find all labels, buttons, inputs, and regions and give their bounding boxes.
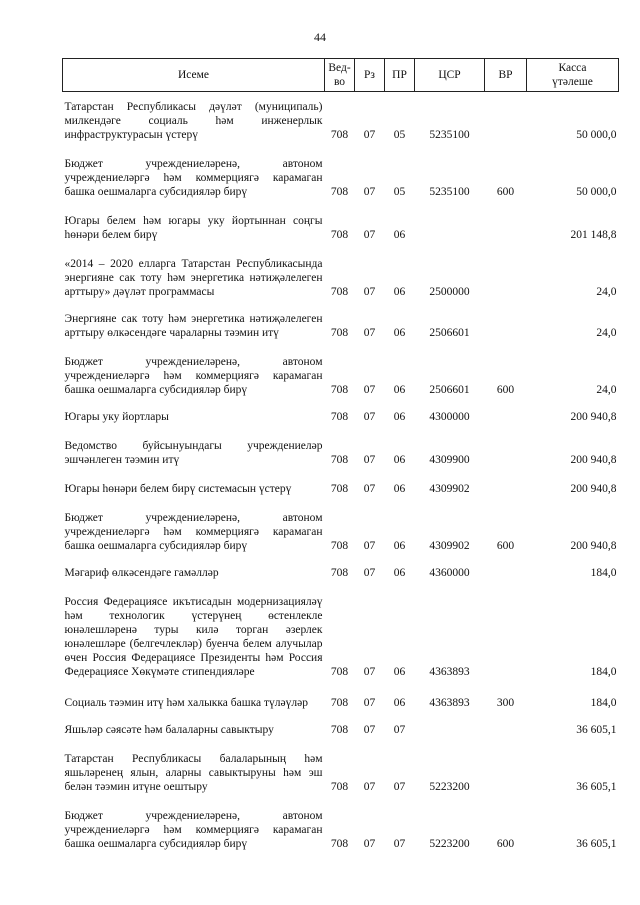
row-ved: 708: [330, 724, 349, 736]
row-ved: 708: [330, 540, 349, 552]
row-name: Бюджет учреждениеләренә, автоном учреждениеләргә һәм коммерциягә карамаган башка оешмаларга субсидияләр бирү: [64, 158, 323, 198]
row-pr: 06: [393, 384, 406, 396]
table-row: [63, 742, 619, 799]
row-csr: [415, 204, 485, 247]
table-row: [63, 429, 619, 472]
table-row: [63, 472, 619, 501]
row-name: Энергияне сак тоту һәм энергетика нәтиҗәлелеген арттыру өлкәсендәге чараларны тәэмин итү: [64, 313, 323, 339]
row-sum: 201 148,8: [570, 229, 617, 241]
row-csr: 5235100: [429, 186, 470, 198]
row-pr: 06: [393, 411, 406, 423]
row-name: Яшьләр сәясәте һәм балаларны савыктыру: [64, 724, 274, 736]
row-pr: 06: [393, 327, 406, 339]
row-rz: 07: [363, 384, 376, 396]
row-ved: 708: [330, 229, 349, 241]
row-rz: 07: [363, 327, 376, 339]
row-sum: 50 000,0: [576, 129, 617, 141]
row-rz: 07: [363, 129, 376, 141]
row-vr: [485, 304, 527, 345]
row-ved: 708: [330, 838, 349, 850]
row-csr: 5223200: [429, 781, 470, 793]
row-csr: 4300000: [429, 411, 470, 423]
row-sum: 200 940,8: [570, 454, 617, 466]
row-rz: 07: [363, 567, 376, 579]
row-name: Бюджет учреждениеләренә, автоном учреждениеләргә һәм коммерциягә карамаган башка оешмаларга субсидияләр бирү: [64, 512, 323, 552]
row-csr: 4363893: [429, 666, 470, 678]
table-body: [63, 92, 619, 857]
row-name: Татарстан Республикасы балаларының һәм яшьләренең ялын, аларны савыктыруны һәм эш белән тәэмин итүне оештыру: [64, 753, 323, 793]
row-rz: 07: [363, 540, 376, 552]
row-name: Мәгариф өлкәсендәге гамәлләр: [64, 567, 219, 579]
row-vr: [485, 204, 527, 247]
row-pr: 06: [393, 286, 406, 298]
row-rz: 07: [363, 697, 376, 709]
row-vr: 600: [496, 540, 515, 552]
row-rz: 07: [363, 483, 376, 495]
row-ved: 708: [330, 411, 349, 423]
row-rz: 07: [363, 666, 376, 678]
page-number: 44: [314, 30, 326, 44]
row-ved: 708: [330, 666, 349, 678]
row-csr: 2506601: [429, 384, 470, 396]
row-csr: 2506601: [429, 327, 470, 339]
row-name: Социаль тәэмин итү һәм халыкка башка түләүләр: [64, 697, 308, 709]
row-ved: 708: [330, 483, 349, 495]
table-header: [63, 59, 619, 92]
row-vr: 600: [496, 384, 515, 396]
row-name: Россия Федерациясе икътисадын модернизацияләү һәм технологик үстерүнең өстенлекле юнәлешләренә туры килә торган әзерлек юнәлешләре (белгечлекләр) буенча белем алучылар өчен Россия Федерациясе Президенты һәм Россия Федерациясе Хөкүмәте стипендияләре: [64, 596, 323, 678]
row-sum: 200 940,8: [570, 411, 617, 423]
row-pr: 06: [393, 666, 406, 678]
header-csr: ЦСР: [415, 59, 485, 92]
table-row: [63, 92, 619, 148]
table-row: [63, 585, 619, 684]
header-kassa: Касса үтәлеше: [527, 59, 619, 92]
row-name: Татарстан Республикасы дәүләт (муниципаль) милкендәге социаль һәм инженерлык инфраструктурасын үстерү: [64, 101, 323, 141]
row-sum: 24,0: [596, 327, 617, 339]
row-ved: 708: [330, 454, 349, 466]
table-row: [63, 204, 619, 247]
table-row: [63, 684, 619, 715]
row-sum: 184,0: [590, 567, 617, 579]
row-sum: 24,0: [596, 286, 617, 298]
row-pr: 07: [393, 724, 406, 736]
row-csr: 4309902: [429, 483, 470, 495]
row-rz: 07: [363, 286, 376, 298]
row-ved: 708: [330, 129, 349, 141]
table-row: [63, 558, 619, 585]
table-row: [63, 501, 619, 558]
row-sum: 24,0: [596, 384, 617, 396]
row-rz: 07: [363, 724, 376, 736]
row-ved: 708: [330, 697, 349, 709]
row-name: Югары һөнәри белем бирү системасын үстерү: [64, 483, 292, 495]
row-sum: 50 000,0: [576, 186, 617, 198]
row-rz: 07: [363, 186, 376, 198]
row-sum: 184,0: [590, 666, 617, 678]
table-row: [63, 147, 619, 204]
row-ved: 708: [330, 567, 349, 579]
row-vr: [485, 715, 527, 742]
table-row: [63, 247, 619, 304]
row-ved: 708: [330, 781, 349, 793]
row-rz: 07: [363, 454, 376, 466]
row-vr: [485, 429, 527, 472]
row-vr: [485, 742, 527, 799]
header-pr: ПР: [385, 59, 415, 92]
row-csr: 4360000: [429, 567, 470, 579]
row-sum: 184,0: [590, 697, 617, 709]
row-csr: 2500000: [429, 286, 470, 298]
row-rz: 07: [363, 838, 376, 850]
row-rz: 07: [363, 781, 376, 793]
row-csr: [415, 715, 485, 742]
header-name: Исеме: [63, 59, 325, 92]
row-csr: 4309902: [429, 540, 470, 552]
row-name: Бюджет учреждениеләренә, автоном учреждениеләргә һәм коммерциягә карамаган башка оешмаларга субсидияләр бирү: [64, 810, 323, 850]
row-pr: 07: [393, 781, 406, 793]
row-pr: 06: [393, 454, 406, 466]
row-ved: 708: [330, 186, 349, 198]
row-rz: 07: [363, 229, 376, 241]
row-sum: 200 940,8: [570, 483, 617, 495]
row-pr: 05: [393, 129, 406, 141]
row-name: Бюджет учреждениеләренә, автоном учреждениеләргә һәм коммерциягә карамаган башка оешмаларга субсидияләр бирү: [64, 356, 323, 396]
row-sum: 200 940,8: [570, 540, 617, 552]
row-vr: [485, 92, 527, 148]
row-pr: 06: [393, 229, 406, 241]
row-csr: 4363893: [429, 697, 470, 709]
row-vr: [485, 402, 527, 429]
row-name: Югары белем һәм югары уку йортыннан соңгы һөнәри белем бирү: [64, 215, 323, 241]
row-csr: 4309900: [429, 454, 470, 466]
table-row: [63, 799, 619, 856]
row-vr: [485, 558, 527, 585]
row-vr: 600: [496, 186, 515, 198]
table-row: [63, 345, 619, 402]
row-pr: 07: [393, 838, 406, 850]
header-ved: Вед- во: [325, 59, 355, 92]
row-vr: 600: [496, 838, 515, 850]
row-pr: 06: [393, 697, 406, 709]
row-vr: [485, 247, 527, 304]
row-vr: [485, 472, 527, 501]
row-csr: 5235100: [429, 129, 470, 141]
header-vr: ВР: [485, 59, 527, 92]
row-ved: 708: [330, 327, 349, 339]
table-row: [63, 402, 619, 429]
row-ved: 708: [330, 384, 349, 396]
row-pr: 06: [393, 540, 406, 552]
row-sum: 36 605,1: [576, 724, 617, 736]
row-sum: 36 605,1: [576, 838, 617, 850]
header-rz: Рз: [355, 59, 385, 92]
row-pr: 06: [393, 567, 406, 579]
row-name: «2014 – 2020 елларга Татарстан Республикасында энергияне сак тоту һәм энергетика нәтиҗәлелеген арттыру» дәүләт программасы: [64, 258, 323, 298]
table-row: [63, 304, 619, 345]
row-vr: [485, 585, 527, 684]
row-name: Ведомство буйсынуындагы учреждениеләр эшчәнлеген тәэмин итү: [64, 440, 323, 466]
budget-table: [62, 58, 619, 856]
table-row: [63, 715, 619, 742]
row-rz: 07: [363, 411, 376, 423]
row-csr: 5223200: [429, 838, 470, 850]
row-vr: 300: [496, 697, 515, 709]
row-pr: 06: [393, 483, 406, 495]
row-pr: 05: [393, 186, 406, 198]
row-ved: 708: [330, 286, 349, 298]
row-name: Югары уку йортлары: [64, 411, 169, 423]
row-sum: 36 605,1: [576, 781, 617, 793]
